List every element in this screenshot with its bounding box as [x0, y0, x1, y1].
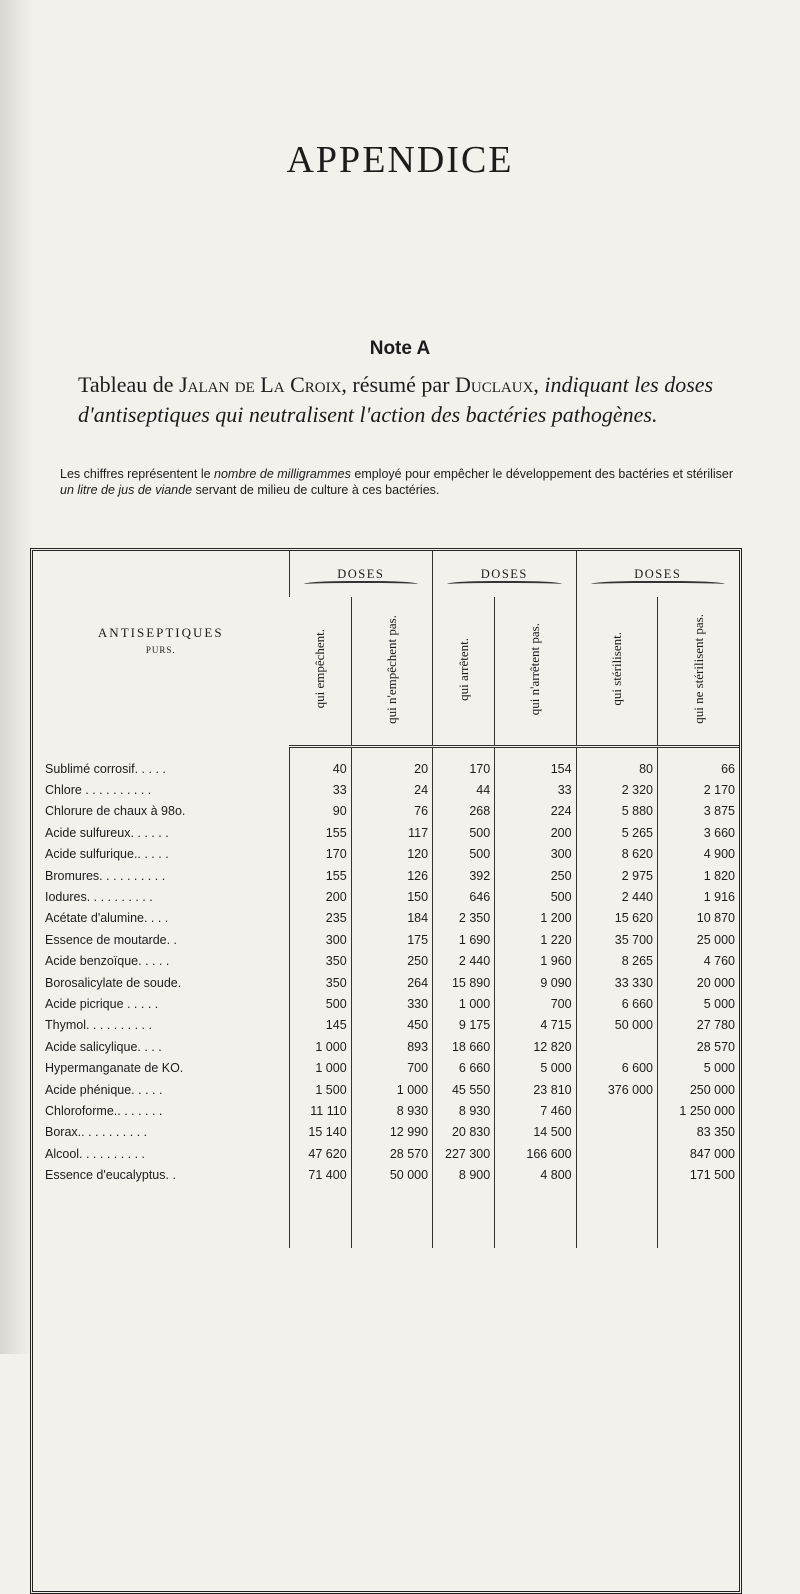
- table-row: [33, 951, 739, 972]
- dose-cell: 2 350: [433, 908, 495, 929]
- note-text-3: servant de milieu de culture à ces bactéries.: [192, 483, 440, 497]
- dose-cell: 250 000: [658, 1079, 740, 1100]
- dose-cell: 5 265: [576, 822, 657, 843]
- table-row: [33, 993, 739, 1014]
- dose-cell: 8 930: [433, 1100, 495, 1121]
- table-row: [33, 779, 739, 800]
- dose-cell: 8 265: [576, 951, 657, 972]
- dose-cell: 15 620: [576, 908, 657, 929]
- data-table: [33, 551, 739, 1248]
- intro-text-2: , résumé par: [341, 372, 456, 397]
- dose-cell: 117: [351, 822, 432, 843]
- col-header-n-empechent-pas-label: qui n'empêchent pas.: [383, 614, 399, 724]
- dose-cell: 154: [495, 758, 576, 779]
- table-row: [33, 1057, 739, 1078]
- antiseptic-name: Chlore . . . . . . . . . .: [45, 783, 152, 798]
- antiseptic-name: Bromures. . . . . . . . . .: [45, 868, 166, 883]
- dose-cell: 80: [576, 758, 657, 779]
- dose-cell: 8 900: [433, 1164, 495, 1185]
- antiseptic-name: Borosalicylate de soude.: [45, 975, 182, 990]
- antiseptic-name: Acide sulfurique.. . . . .: [45, 847, 169, 862]
- antiseptiques-header: [33, 551, 289, 747]
- dose-cell: 20 830: [433, 1122, 495, 1143]
- dose-cell: 27 780: [658, 1015, 740, 1036]
- dose-cell: 171 500: [658, 1164, 740, 1185]
- dose-cell: 12 990: [351, 1122, 432, 1143]
- dose-cell: 5 000: [495, 1057, 576, 1078]
- antiseptic-name: Acide picrique . . . . .: [45, 996, 159, 1011]
- dose-cell: 700: [351, 1057, 432, 1078]
- dose-cell: 175: [351, 929, 432, 950]
- dose-cell: 2 320: [576, 779, 657, 800]
- dose-cell: 2 440: [433, 951, 495, 972]
- note-italic-2: un litre de jus de viande: [60, 483, 193, 497]
- dose-cell: 1 500: [289, 1079, 351, 1100]
- antiseptic-name: Acide salicylique. . . .: [45, 1039, 162, 1054]
- dose-cell: 350: [289, 972, 351, 993]
- dose-cell: 150: [351, 886, 432, 907]
- dose-cell: 4 900: [658, 844, 740, 865]
- antiseptic-name: Sublimé corrosif. . . . .: [45, 761, 166, 776]
- table-row: [33, 929, 739, 950]
- dose-cell: 1 916: [658, 886, 740, 907]
- intro-author-1: Jalan de La Croix: [179, 372, 342, 397]
- antiseptic-name: Essence d'eucalyptus. .: [45, 1168, 176, 1183]
- intro-text-3: ,: [533, 372, 545, 397]
- dose-cell: [576, 1036, 657, 1057]
- dose-cell: 12 820: [495, 1036, 576, 1057]
- dose-cell: 3 875: [658, 801, 740, 822]
- dose-cell: 330: [351, 993, 432, 1014]
- note-title: Note A: [369, 338, 431, 359]
- antiseptic-name: Essence de moutarde. .: [45, 932, 178, 947]
- doses-group-1: [289, 551, 433, 597]
- dose-cell: 24: [351, 779, 432, 800]
- table-row: [33, 758, 739, 779]
- antiseptic-name: Thymol. . . . . . . . . .: [45, 1018, 152, 1033]
- antiseptic-name: Alcool. . . . . . . . . .: [45, 1146, 146, 1161]
- dose-cell: 500: [495, 886, 576, 907]
- dose-cell: 33 330: [576, 972, 657, 993]
- dose-cell: [576, 1122, 657, 1143]
- dose-cell: 5 880: [576, 801, 657, 822]
- dose-cell: 700: [495, 993, 576, 1014]
- intro-italic: indiquant les doses d'antiseptiques qui neutralisent l'action des bactéries pathogènes.: [78, 372, 714, 427]
- dose-cell: 184: [351, 908, 432, 929]
- page-title: APPENDICE: [286, 139, 514, 181]
- dose-cell: 5 000: [658, 1057, 740, 1078]
- dose-cell: 250: [495, 865, 576, 886]
- col-header-empechent-label: qui empêchent.: [311, 629, 327, 709]
- dose-cell: 300: [289, 929, 351, 950]
- table-row: [33, 1143, 739, 1164]
- table-row: [33, 972, 739, 993]
- dose-cell: 250: [351, 951, 432, 972]
- antiseptic-name: Iodures. . . . . . . . . .: [45, 890, 153, 905]
- table-row: [33, 1079, 739, 1100]
- dose-cell: 376 000: [576, 1079, 657, 1100]
- dose-cell: 44: [433, 779, 495, 800]
- dose-cell: 20: [351, 758, 432, 779]
- dose-cell: 6 600: [576, 1057, 657, 1078]
- note-text-2: employé pour empêcher le développement des bactéries et stériliser: [350, 467, 734, 481]
- antiseptic-name: Borax.. . . . . . . . . .: [45, 1125, 148, 1140]
- dose-cell: 4 760: [658, 951, 740, 972]
- dose-cell: 9 090: [495, 972, 576, 993]
- dose-cell: 25 000: [658, 929, 740, 950]
- dose-cell: 23 810: [495, 1079, 576, 1100]
- dose-cell: 3 660: [658, 822, 740, 843]
- brace-2: [447, 581, 562, 589]
- dose-cell: 15 140: [289, 1122, 351, 1143]
- note-text-1: Les chiffres représentent le: [60, 467, 215, 481]
- dose-cell: 145: [289, 1015, 351, 1036]
- dose-cell: 83 350: [658, 1122, 740, 1143]
- dose-cell: 235: [289, 908, 351, 929]
- dose-cell: 500: [433, 822, 495, 843]
- explanatory-note: [60, 466, 740, 498]
- table-row: [33, 801, 739, 822]
- dose-cell: 20 000: [658, 972, 740, 993]
- dose-cell: 76: [351, 801, 432, 822]
- antiseptic-name: Chloroforme.. . . . . . .: [45, 1103, 163, 1118]
- doses-label-1: DOSES: [337, 566, 385, 581]
- dose-cell: 40: [289, 758, 351, 779]
- dose-cell: 300: [495, 844, 576, 865]
- dose-cell: 4 800: [495, 1164, 576, 1185]
- table-row: [33, 865, 739, 886]
- table-row: [33, 822, 739, 843]
- dose-cell: 5 000: [658, 993, 740, 1014]
- col-header-sterilisent-label: qui stérilisent.: [608, 632, 624, 706]
- dose-cell: 47 620: [289, 1143, 351, 1164]
- col-header-ne-sterilisent-pas: [658, 597, 740, 747]
- dose-cell: 120: [351, 844, 432, 865]
- dose-cell: 71 400: [289, 1164, 351, 1185]
- dose-cell: 200: [495, 822, 576, 843]
- dose-cell: 200: [289, 886, 351, 907]
- dose-cell: 2 440: [576, 886, 657, 907]
- dose-cell: 6 660: [433, 1057, 495, 1078]
- dose-cell: 1 000: [433, 993, 495, 1014]
- dose-cell: 50 000: [576, 1015, 657, 1036]
- dose-cell: 4 715: [495, 1015, 576, 1036]
- antiseptic-name: Hypermanganate de KO.: [45, 1061, 184, 1076]
- dose-cell: 15 890: [433, 972, 495, 993]
- dose-cell: 1 250 000: [658, 1100, 740, 1121]
- dose-cell: 33: [495, 779, 576, 800]
- col-header-sterilisent: [576, 597, 657, 747]
- dose-cell: 11 110: [289, 1100, 351, 1121]
- dose-cell: 8 620: [576, 844, 657, 865]
- note-italic-1: nombre de milligrammes: [214, 467, 351, 481]
- dose-cell: 893: [351, 1036, 432, 1057]
- dose-cell: 1 220: [495, 929, 576, 950]
- col-header-n-empechent-pas: [351, 597, 432, 747]
- dose-cell: 268: [433, 801, 495, 822]
- dose-cell: 500: [289, 993, 351, 1014]
- antiseptic-name: Acétate d'alumine. . . .: [45, 911, 169, 926]
- table-row: [33, 1100, 739, 1121]
- purs-label: PURS.: [145, 645, 176, 655]
- dose-cell: 1 200: [495, 908, 576, 929]
- dose-cell: 14 500: [495, 1122, 576, 1143]
- col-header-arretent: [433, 597, 495, 747]
- dose-cell: 155: [289, 865, 351, 886]
- dose-cell: 1 000: [289, 1036, 351, 1057]
- dose-cell: [576, 1143, 657, 1164]
- dose-cell: 2 170: [658, 779, 740, 800]
- table-row: [33, 1036, 739, 1057]
- doses-label-3: DOSES: [634, 566, 682, 581]
- dose-cell: 126: [351, 865, 432, 886]
- dose-cell: 350: [289, 951, 351, 972]
- doses-group-3: [576, 551, 739, 597]
- intro-author-2: Duclaux: [455, 372, 534, 397]
- col-header-ne-sterilisent-pas-label: qui ne stérilisent pas.: [690, 614, 706, 724]
- table-tail: [33, 1186, 739, 1248]
- dose-cell: 90: [289, 801, 351, 822]
- table-row: [33, 844, 739, 865]
- dose-cell: 1 000: [351, 1079, 432, 1100]
- dose-cell: 9 175: [433, 1015, 495, 1036]
- dose-cell: 66: [658, 758, 740, 779]
- dose-cell: 170: [433, 758, 495, 779]
- table-row: [33, 1122, 739, 1143]
- doses-group-2: [433, 551, 577, 597]
- brace-1: [304, 581, 419, 589]
- antiseptic-name: Chlorure de chaux à 98o.: [45, 804, 186, 819]
- dose-cell: 1 000: [289, 1057, 351, 1078]
- table-body: [33, 747, 739, 1248]
- table-row: [33, 908, 739, 929]
- dose-cell: 227 300: [433, 1143, 495, 1164]
- dose-cell: 45 550: [433, 1079, 495, 1100]
- col-header-empechent: [289, 597, 351, 747]
- antiseptic-name: Acide phénique. . . . .: [45, 1082, 163, 1097]
- dose-cell: 28 570: [658, 1036, 740, 1057]
- antiseptic-name: Acide sulfureux. . . . . .: [45, 825, 169, 840]
- page-edge: [0, 0, 34, 1354]
- dose-cell: 264: [351, 972, 432, 993]
- dose-cell: 50 000: [351, 1164, 432, 1185]
- dose-cell: 2 975: [576, 865, 657, 886]
- dose-cell: 33: [289, 779, 351, 800]
- antiseptic-name: Acide benzoïque. . . . .: [45, 954, 170, 969]
- col-header-n-arretent-pas: [495, 597, 576, 747]
- dose-cell: 155: [289, 822, 351, 843]
- antiseptics-table: [30, 548, 742, 1594]
- dose-cell: 224: [495, 801, 576, 822]
- dose-cell: 450: [351, 1015, 432, 1036]
- col-header-n-arretent-pas-label: qui n'arrêtent pas.: [527, 622, 543, 716]
- dose-cell: 166 600: [495, 1143, 576, 1164]
- dose-cell: 35 700: [576, 929, 657, 950]
- antiseptiques-label: ANTISEPTIQUES: [97, 625, 224, 640]
- dose-cell: 847 000: [658, 1143, 740, 1164]
- dose-cell: 392: [433, 865, 495, 886]
- dose-cell: 10 870: [658, 908, 740, 929]
- dose-cell: 6 660: [576, 993, 657, 1014]
- table-row: [33, 886, 739, 907]
- dose-cell: [576, 1100, 657, 1121]
- doses-label-2: DOSES: [480, 566, 528, 581]
- intro-text-1: Tableau de: [78, 372, 180, 397]
- col-header-arretent-label: qui arrêtent.: [455, 637, 471, 701]
- brace-3: [591, 581, 725, 589]
- dose-cell: 500: [433, 844, 495, 865]
- table-row: [33, 1015, 739, 1036]
- dose-cell: [576, 1164, 657, 1185]
- dose-cell: 1 820: [658, 865, 740, 886]
- dose-cell: 646: [433, 886, 495, 907]
- table-row: [33, 1164, 739, 1185]
- dose-cell: 7 460: [495, 1100, 576, 1121]
- dose-cell: 28 570: [351, 1143, 432, 1164]
- dose-cell: 8 930: [351, 1100, 432, 1121]
- dose-cell: 18 660: [433, 1036, 495, 1057]
- intro-paragraph: [78, 370, 748, 430]
- dose-cell: 1 690: [433, 929, 495, 950]
- dose-cell: 1 960: [495, 951, 576, 972]
- dose-cell: 170: [289, 844, 351, 865]
